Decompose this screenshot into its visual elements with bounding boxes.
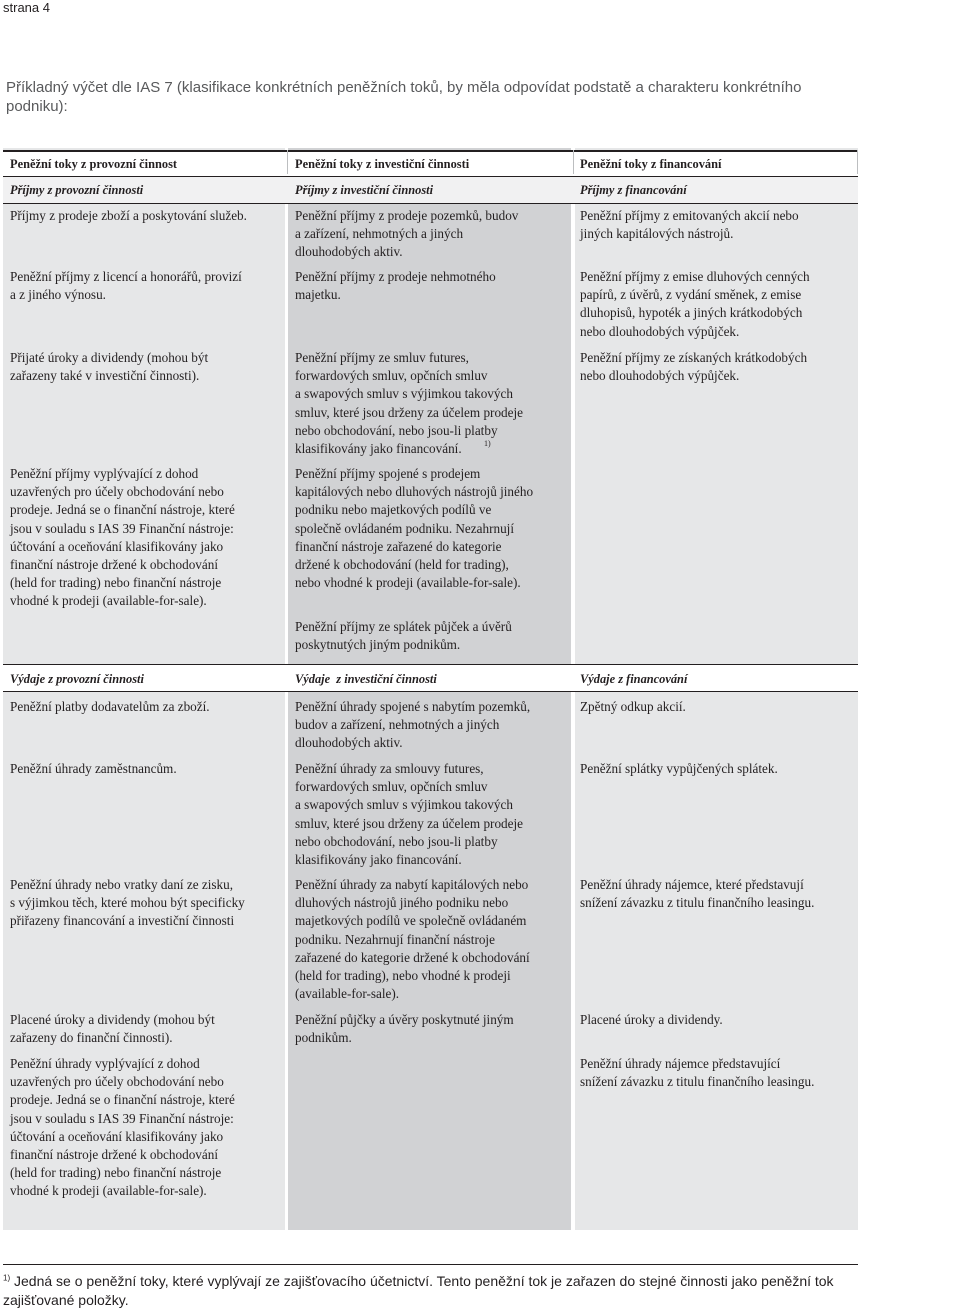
income-financing-item: Peněžní příjmy z emitovaných akcií nebo jiných kapitálových nástrojů. <box>580 208 799 242</box>
income-operating-item: Přijaté úroky a dividendy (mohou být zařazeny také v investiční činnosti). <box>10 350 209 384</box>
income-operating-item: Peněžní příjmy z licencí a honorářů, provizí a z jiného výnosu. <box>10 269 242 303</box>
header-investing: Peněžní toky z investiční činnosti <box>295 157 470 171</box>
expense-investing-item: Peněžní úhrady za nabytí kapitálových nebo dluhových nástrojů jiného podniku nebo majetkových podílů ve společně ovládaném podniku. Nezahrnují finanční nástroje zařazené do kategorie držené k obchodování (held for trading), nebo vhodné k prodeji (available-for-sale). <box>295 877 530 1002</box>
expense-operating-item: Peněžní úhrady zaměstnancům. <box>10 761 177 776</box>
expense-investing-item: Peněžní úhrady za smlouvy futures, forwardových smluv, opčních smluv a swapových smluv s výjimkou takových smluv, které jsou drženy za účelem prodeje nebo obchodování, nebo jsou-li platby klasifikovány jako financování. <box>295 761 524 868</box>
expense-financing-item: Placené úroky a dividendy. <box>580 1012 723 1027</box>
intro-paragraph: Příkladný výčet dle IAS 7 (klasifikace konkrétních peněžních toků, by měla odpovídat podstatě a charakteru konkrétního podniku): <box>6 79 802 115</box>
income-investing-item: Peněžní příjmy ze smluv futures, forwardových smluv, opčních smluv a swapových smluv s výjimkou takových smluv, které jsou drženy za účelem prodeje nebo obchodování, nebo jsou-li platby klasifikovány jako financování. <box>295 350 524 457</box>
header-financing: Peněžní toky z financování <box>580 157 722 171</box>
footnote-divider <box>3 1264 858 1265</box>
header-divider <box>857 150 858 174</box>
expense-header-financing: Výdaje z financování <box>580 672 688 686</box>
expense-financing-item: Peněžní úhrady nájemce, které představují snížení závazku z titulu finančního leasingu. <box>580 877 815 911</box>
income-financing-item: Peněžní příjmy z emise dluhových cenných papírů, z úvěrů, z vydání směnek, z emise dluhopisů, hypoték a jiných krátkodobých nebo dlouhodobých výpůjček. <box>580 269 810 339</box>
expense-investing-item: Peněžní půjčky a úvěry poskytnuté jiným podnikům. <box>295 1012 514 1046</box>
expense-operating-item: Placené úroky a dividendy (mohou být zařazeny do finanční činnosti). <box>10 1012 215 1046</box>
income-investing-item: Peněžní příjmy ze splátek půjček a úvěrů poskytnutých jiným podnikům. <box>295 619 512 653</box>
footnote <box>3 1272 853 1310</box>
income-investing-item: Peněžní příjmy spojené s prodejem kapitálových nebo dluhových nástrojů jiného podniku nebo majetkových podílů ve společně ovládaném podniku. Nezahrnují finanční nástroje zařazené do kategorie držené k obchodování (held for trading), nebo vhodné k prodeji (available-for-sale). <box>295 466 534 591</box>
income-operating-item: Příjmy z prodeje zboží a poskytování služeb. <box>10 208 247 223</box>
income-investing-item: Peněžní příjmy z prodeje pozemků, budov a zařízení, nehmotných a jiných dlouhodobých aktiv. <box>295 208 519 260</box>
income-operating-item: Peněžní příjmy vyplývající z dohod uzavřených pro účely obchodování nebo prodeje. Jedná se o finanční nástroje, které jsou v souladu s IAS 39 Finanční nástroje: účtování a oceňování klasifikovány jako finanční nástroje držené k obchodování (held for trading) nebo finanční nástroje vhodné k prodeji (available-for-sale). <box>10 466 235 609</box>
expense-financing-item: Peněžní splátky vypůjčených splátek. <box>580 761 778 776</box>
footnote-marker: 1) <box>3 1273 11 1283</box>
income-investing-item: Peněžní příjmy z prodeje nehmotného majetku. <box>295 269 496 303</box>
expense-header-operating: Výdaje z provozní činnosti <box>10 672 144 686</box>
header-operating: Peněžní toky z provozní činnost <box>10 157 178 171</box>
page-number: strana 4 <box>3 0 50 15</box>
cash-flow-table <box>3 148 858 1230</box>
income-header-operating: Příjmy z provozní činnosti <box>10 183 144 197</box>
expense-operating-item: Peněžní platby dodavatelům za zboží. <box>10 699 210 714</box>
income-header-investing: Příjmy z investiční činnosti <box>295 183 434 197</box>
footnote-text: Jedná se o peněžní toky, které vyplývají ze zajišťovacího účetnictví. Tento peněžní tok je zařazen do stejné činnosti jako peněžní tok zajišťované položky. <box>3 1273 834 1308</box>
expense-header-investing: Výdaje z investiční činnosti <box>295 672 437 686</box>
expense-financing-item: Zpětný odkup akcií. <box>580 699 686 714</box>
expense-investing-item: Peněžní úhrady spojené s nabytím pozemků, budov a zařízení, nehmotných a jiných dlouhodobých aktiv. <box>295 699 531 751</box>
expense-operating-item: Peněžní úhrady nebo vratky daní ze zisku, s výjimkou těch, které mohou být specificky přiřazeny financování a investiční činnosti <box>10 877 245 929</box>
income-header-financing: Příjmy z financování <box>580 183 687 197</box>
expense-operating-item: Peněžní úhrady vyplývající z dohod uzavřených pro účely obchodování nebo prodeje. Jedná se o finanční nástroje, které jsou v souladu s IAS 39 Finanční nástroje: účtování a oceňování klasifikovány jako finanční nástroje držené k obchodování (held for trading) nebo finanční nástroje vhodné k prodeji (available-for-sale). <box>10 1056 235 1199</box>
header-divider <box>287 150 288 174</box>
income-financing-item: Peněžní příjmy ze získaných krátkodobých nebo dlouhodobých výpůjček. <box>580 350 808 384</box>
header-divider <box>573 150 574 174</box>
expense-financing-item: Peněžní úhrady nájemce představující snížení závazku z titulu finančního leasingu. <box>580 1056 815 1090</box>
